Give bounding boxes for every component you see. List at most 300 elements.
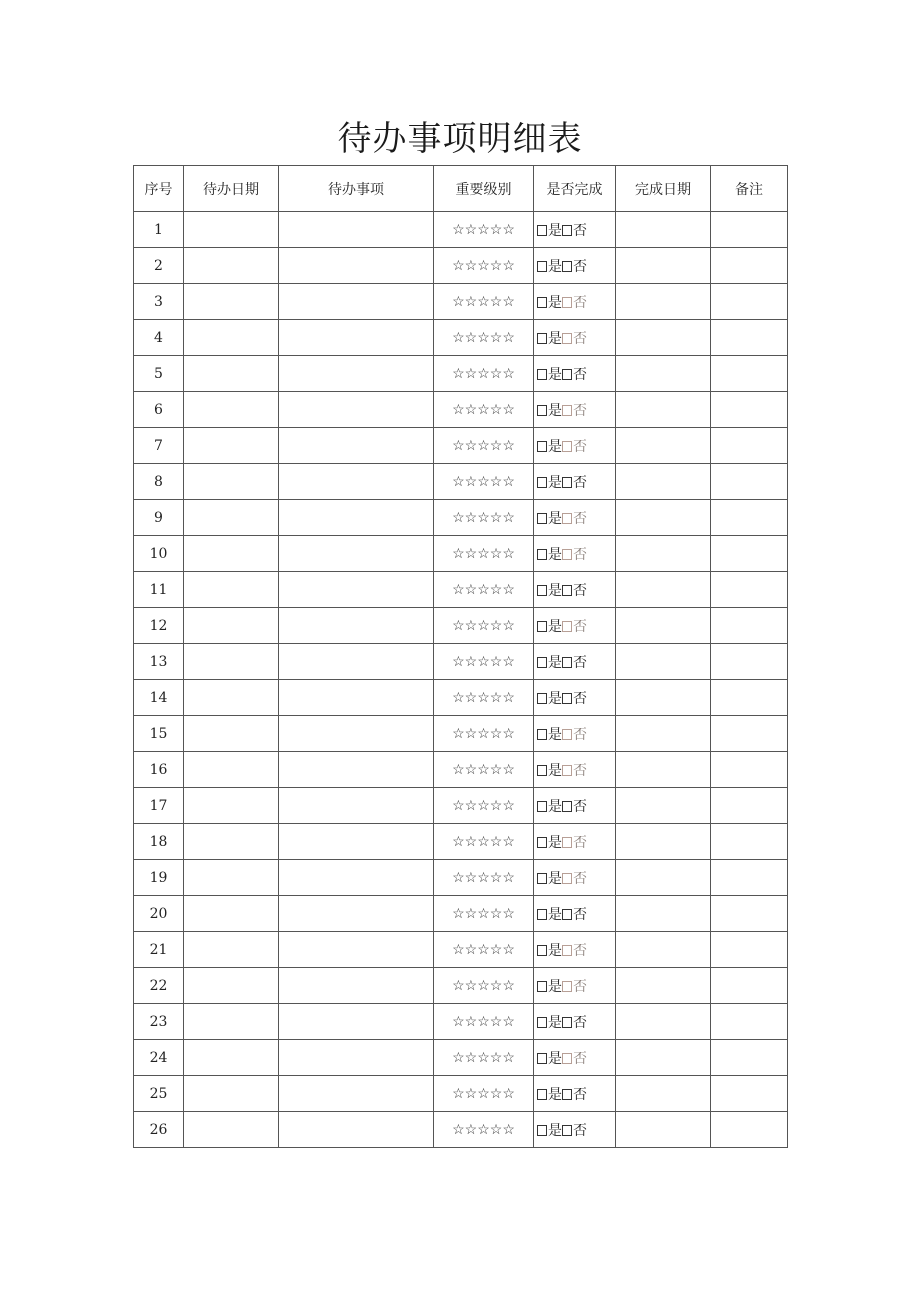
todo-date-cell[interactable] [184, 428, 279, 464]
checkbox-icon[interactable] [562, 909, 572, 920]
todo-item-cell[interactable] [279, 752, 434, 788]
star-rating-icons[interactable]: ☆☆☆☆☆ [452, 329, 515, 346]
importance-rating[interactable] [434, 464, 534, 500]
importance-rating[interactable] [434, 716, 534, 752]
completion-date-cell[interactable] [616, 356, 711, 392]
checkbox-icon[interactable] [562, 369, 572, 380]
checkbox-icon[interactable] [562, 297, 572, 308]
no-label: 否 [573, 330, 587, 347]
header-row [134, 166, 788, 212]
table-row [134, 356, 788, 392]
row-index: 23 [134, 1004, 184, 1040]
checkbox-icon[interactable] [562, 693, 572, 704]
checkbox-icon[interactable] [562, 657, 572, 668]
todo-date-cell[interactable] [184, 1004, 279, 1040]
yes-label: 是 [548, 690, 562, 707]
no-option[interactable] [562, 295, 587, 311]
no-option[interactable] [562, 655, 587, 671]
todo-date-cell[interactable] [184, 788, 279, 824]
table-row [134, 1112, 788, 1148]
yes-option[interactable] [537, 439, 562, 455]
importance-rating[interactable] [434, 1076, 534, 1112]
star-rating-icons[interactable]: ☆☆☆☆☆ [452, 797, 515, 814]
todo-item-cell[interactable] [279, 968, 434, 1004]
checkbox-icon[interactable] [562, 801, 572, 812]
notes-cell[interactable] [711, 716, 788, 752]
checkbox-icon[interactable] [537, 801, 547, 812]
importance-rating[interactable] [434, 644, 534, 680]
completion-date-cell[interactable] [616, 860, 711, 896]
completed-options [534, 860, 616, 896]
star-rating-icons[interactable]: ☆☆☆☆☆ [452, 869, 515, 886]
todo-item-cell[interactable] [279, 644, 434, 680]
completion-date-cell[interactable] [616, 1004, 711, 1040]
todo-item-cell[interactable] [279, 500, 434, 536]
notes-cell[interactable] [711, 356, 788, 392]
checkbox-icon[interactable] [537, 1017, 547, 1028]
no-option[interactable] [562, 511, 587, 527]
yes-label: 是 [548, 798, 562, 815]
row-index: 8 [134, 464, 184, 500]
completion-date-cell[interactable] [616, 716, 711, 752]
checkbox-icon[interactable] [537, 477, 547, 488]
importance-rating[interactable] [434, 1040, 534, 1076]
todo-item-cell[interactable] [279, 896, 434, 932]
todo-date-cell[interactable] [184, 680, 279, 716]
no-option[interactable] [562, 475, 587, 491]
importance-rating[interactable] [434, 932, 534, 968]
importance-rating[interactable] [434, 356, 534, 392]
no-option[interactable] [562, 943, 587, 959]
star-rating-icons[interactable]: ☆☆☆☆☆ [452, 401, 515, 418]
no-option[interactable] [562, 763, 587, 779]
yes-option[interactable] [537, 799, 562, 815]
completion-date-cell[interactable] [616, 608, 711, 644]
todo-date-cell[interactable] [184, 896, 279, 932]
checkbox-icon[interactable] [537, 513, 547, 524]
todo-date-cell[interactable] [184, 248, 279, 284]
checkbox-icon[interactable] [537, 1125, 547, 1136]
table-row [134, 464, 788, 500]
todo-item-cell[interactable] [279, 608, 434, 644]
checkbox-icon[interactable] [562, 441, 572, 452]
row-index: 4 [134, 320, 184, 356]
importance-rating[interactable] [434, 212, 534, 248]
checkbox-icon[interactable] [562, 1017, 572, 1028]
completion-date-cell[interactable] [616, 896, 711, 932]
checkbox-icon[interactable] [537, 981, 547, 992]
yes-option[interactable] [537, 763, 562, 779]
completed-options [534, 680, 616, 716]
star-rating-icons[interactable]: ☆☆☆☆☆ [452, 725, 515, 742]
yes-option[interactable] [537, 547, 562, 563]
star-rating-icons[interactable]: ☆☆☆☆☆ [452, 689, 515, 706]
importance-rating[interactable] [434, 968, 534, 1004]
completion-date-cell[interactable] [616, 212, 711, 248]
no-option[interactable] [562, 331, 587, 347]
notes-cell[interactable] [711, 1040, 788, 1076]
yes-option[interactable] [537, 367, 562, 383]
yes-option[interactable] [537, 1015, 562, 1031]
todo-date-cell[interactable] [184, 284, 279, 320]
completion-date-cell[interactable] [616, 464, 711, 500]
todo-date-cell[interactable] [184, 392, 279, 428]
todo-item-cell[interactable] [279, 284, 434, 320]
no-label: 否 [573, 654, 587, 671]
no-option[interactable] [562, 907, 587, 923]
checkbox-icon[interactable] [537, 657, 547, 668]
completion-date-cell[interactable] [616, 572, 711, 608]
checkbox-icon[interactable] [537, 729, 547, 740]
todo-item-cell[interactable] [279, 212, 434, 248]
checkbox-icon[interactable] [562, 585, 572, 596]
todo-date-cell[interactable] [184, 1112, 279, 1148]
no-option[interactable] [562, 1123, 587, 1139]
todo-item-cell[interactable] [279, 356, 434, 392]
todo-date-cell[interactable] [184, 1076, 279, 1112]
yes-label: 是 [548, 726, 562, 743]
todo-date-cell[interactable] [184, 536, 279, 572]
importance-rating[interactable] [434, 896, 534, 932]
row-index: 2 [134, 248, 184, 284]
completion-date-cell[interactable] [616, 1112, 711, 1148]
importance-rating[interactable] [434, 392, 534, 428]
star-rating-icons[interactable]: ☆☆☆☆☆ [452, 617, 515, 634]
notes-cell[interactable] [711, 248, 788, 284]
yes-option[interactable] [537, 691, 562, 707]
completion-date-cell[interactable] [616, 284, 711, 320]
completed-options [534, 968, 616, 1004]
star-rating-icons[interactable]: ☆☆☆☆☆ [452, 1049, 515, 1066]
star-rating-icons[interactable]: ☆☆☆☆☆ [452, 977, 515, 994]
completion-date-cell[interactable] [616, 248, 711, 284]
no-option[interactable] [562, 1087, 587, 1103]
no-option[interactable] [562, 835, 587, 851]
table-row [134, 320, 788, 356]
checkbox-icon[interactable] [562, 837, 572, 848]
yes-option[interactable] [537, 475, 562, 491]
todo-date-cell[interactable] [184, 320, 279, 356]
notes-cell[interactable] [711, 824, 788, 860]
todo-item-cell[interactable] [279, 428, 434, 464]
todo-date-cell[interactable] [184, 752, 279, 788]
notes-cell[interactable] [711, 428, 788, 464]
todo-item-cell[interactable] [279, 464, 434, 500]
checkbox-icon[interactable] [562, 729, 572, 740]
row-index: 16 [134, 752, 184, 788]
todo-date-cell[interactable] [184, 212, 279, 248]
importance-rating[interactable] [434, 680, 534, 716]
no-option[interactable] [562, 1051, 587, 1067]
yes-label: 是 [548, 978, 562, 995]
table-row [134, 284, 788, 320]
notes-cell[interactable] [711, 464, 788, 500]
todo-date-cell[interactable] [184, 356, 279, 392]
checkbox-icon[interactable] [537, 369, 547, 380]
yes-option[interactable] [537, 871, 562, 887]
checkbox-icon[interactable] [562, 477, 572, 488]
yes-option[interactable] [537, 907, 562, 923]
completion-date-cell[interactable] [616, 320, 711, 356]
checkbox-icon[interactable] [537, 873, 547, 884]
star-rating-icons[interactable]: ☆☆☆☆☆ [452, 761, 515, 778]
table-row [134, 932, 788, 968]
completion-date-cell[interactable] [616, 1076, 711, 1112]
notes-cell[interactable] [711, 1004, 788, 1040]
todo-date-cell[interactable] [184, 824, 279, 860]
todo-item-cell[interactable] [279, 680, 434, 716]
todo-item-cell[interactable] [279, 536, 434, 572]
no-option[interactable] [562, 223, 587, 239]
checkbox-icon[interactable] [537, 585, 547, 596]
todo-date-cell[interactable] [184, 716, 279, 752]
yes-option[interactable] [537, 1123, 562, 1139]
completed-options [534, 1112, 616, 1148]
no-option[interactable] [562, 871, 587, 887]
importance-rating[interactable] [434, 608, 534, 644]
yes-label: 是 [548, 1050, 562, 1067]
checkbox-icon[interactable] [537, 909, 547, 920]
notes-cell[interactable] [711, 896, 788, 932]
checkbox-icon[interactable] [537, 1089, 547, 1100]
importance-rating[interactable] [434, 824, 534, 860]
checkbox-icon[interactable] [537, 945, 547, 956]
completion-date-cell[interactable] [616, 824, 711, 860]
yes-option[interactable] [537, 727, 562, 743]
importance-rating[interactable] [434, 752, 534, 788]
todo-item-cell[interactable] [279, 1004, 434, 1040]
table-row [134, 536, 788, 572]
star-rating-icons[interactable]: ☆☆☆☆☆ [452, 941, 515, 958]
completion-date-cell[interactable] [616, 788, 711, 824]
checkbox-icon[interactable] [537, 549, 547, 560]
star-rating-icons[interactable]: ☆☆☆☆☆ [452, 1085, 515, 1102]
todo-item-cell[interactable] [279, 320, 434, 356]
todo-date-cell[interactable] [184, 932, 279, 968]
checkbox-icon[interactable] [537, 297, 547, 308]
no-option[interactable] [562, 727, 587, 743]
checkbox-icon[interactable] [537, 693, 547, 704]
checkbox-icon[interactable] [562, 1089, 572, 1100]
completed-options [534, 464, 616, 500]
importance-rating[interactable] [434, 860, 534, 896]
completed-options [534, 788, 616, 824]
completion-date-cell[interactable] [616, 932, 711, 968]
no-label: 否 [573, 1050, 587, 1067]
yes-option[interactable] [537, 331, 562, 347]
no-option[interactable] [562, 799, 587, 815]
no-option[interactable] [562, 367, 587, 383]
checkbox-icon[interactable] [562, 945, 572, 956]
checkbox-icon[interactable] [562, 981, 572, 992]
checkbox-icon[interactable] [537, 1053, 547, 1064]
completion-date-cell[interactable] [616, 428, 711, 464]
completed-options [534, 1040, 616, 1076]
star-rating-icons[interactable]: ☆☆☆☆☆ [452, 437, 515, 454]
star-rating-icons[interactable]: ☆☆☆☆☆ [452, 653, 515, 670]
checkbox-icon[interactable] [537, 837, 547, 848]
yes-option[interactable] [537, 655, 562, 671]
todo-item-cell[interactable] [279, 932, 434, 968]
checkbox-icon[interactable] [562, 513, 572, 524]
checkbox-icon[interactable] [562, 1125, 572, 1136]
notes-cell[interactable] [711, 572, 788, 608]
star-rating-icons[interactable]: ☆☆☆☆☆ [452, 293, 515, 310]
checkbox-icon[interactable] [562, 333, 572, 344]
importance-rating[interactable] [434, 572, 534, 608]
notes-cell[interactable] [711, 284, 788, 320]
notes-cell[interactable] [711, 1076, 788, 1112]
notes-cell[interactable] [711, 860, 788, 896]
todo-item-cell[interactable] [279, 860, 434, 896]
completion-date-cell[interactable] [616, 644, 711, 680]
todo-item-cell[interactable] [279, 1076, 434, 1112]
yes-option[interactable] [537, 295, 562, 311]
checkbox-icon[interactable] [537, 261, 547, 272]
notes-cell[interactable] [711, 680, 788, 716]
no-label: 否 [573, 1122, 587, 1139]
notes-cell[interactable] [711, 968, 788, 1004]
no-option[interactable] [562, 583, 587, 599]
checkbox-icon[interactable] [562, 405, 572, 416]
star-rating-icons[interactable]: ☆☆☆☆☆ [452, 1013, 515, 1030]
importance-rating[interactable] [434, 248, 534, 284]
checkbox-icon[interactable] [537, 765, 547, 776]
row-index: 24 [134, 1040, 184, 1076]
importance-rating[interactable] [434, 788, 534, 824]
no-option[interactable] [562, 439, 587, 455]
no-option[interactable] [562, 259, 587, 275]
checkbox-icon[interactable] [537, 333, 547, 344]
checkbox-icon[interactable] [562, 873, 572, 884]
todo-date-cell[interactable] [184, 860, 279, 896]
completed-options [534, 320, 616, 356]
importance-rating[interactable] [434, 284, 534, 320]
yes-option[interactable] [537, 1087, 562, 1103]
yes-option[interactable] [537, 619, 562, 635]
todo-date-cell[interactable] [184, 608, 279, 644]
todo-item-cell[interactable] [279, 1040, 434, 1076]
no-option[interactable] [562, 403, 587, 419]
importance-rating[interactable] [434, 320, 534, 356]
no-option[interactable] [562, 979, 587, 995]
notes-cell[interactable] [711, 320, 788, 356]
yes-option[interactable] [537, 1051, 562, 1067]
todo-item-cell[interactable] [279, 572, 434, 608]
checkbox-icon[interactable] [562, 225, 572, 236]
yes-option[interactable] [537, 403, 562, 419]
todo-date-cell[interactable] [184, 968, 279, 1004]
star-rating-icons[interactable]: ☆☆☆☆☆ [452, 905, 515, 922]
checkbox-icon[interactable] [537, 225, 547, 236]
notes-cell[interactable] [711, 500, 788, 536]
todo-item-cell[interactable] [279, 716, 434, 752]
no-option[interactable] [562, 619, 587, 635]
star-rating-icons[interactable]: ☆☆☆☆☆ [452, 473, 515, 490]
todo-item-cell[interactable] [279, 788, 434, 824]
notes-cell[interactable] [711, 752, 788, 788]
completion-date-cell[interactable] [616, 536, 711, 572]
importance-rating[interactable] [434, 428, 534, 464]
notes-cell[interactable] [711, 536, 788, 572]
checkbox-icon[interactable] [562, 261, 572, 272]
table-row [134, 1076, 788, 1112]
importance-rating[interactable] [434, 500, 534, 536]
yes-option[interactable] [537, 979, 562, 995]
no-label: 否 [573, 1014, 587, 1031]
completion-date-cell[interactable] [616, 500, 711, 536]
todo-item-cell[interactable] [279, 824, 434, 860]
checkbox-icon[interactable] [537, 441, 547, 452]
notes-cell[interactable] [711, 932, 788, 968]
notes-cell[interactable] [711, 788, 788, 824]
star-rating-icons[interactable]: ☆☆☆☆☆ [452, 545, 515, 562]
yes-option[interactable] [537, 943, 562, 959]
completion-date-cell[interactable] [616, 1040, 711, 1076]
notes-cell[interactable] [711, 392, 788, 428]
importance-rating[interactable] [434, 1112, 534, 1148]
completed-options [534, 716, 616, 752]
completion-date-cell[interactable] [616, 752, 711, 788]
notes-cell[interactable] [711, 212, 788, 248]
yes-option[interactable] [537, 511, 562, 527]
no-option[interactable] [562, 547, 587, 563]
star-rating-icons[interactable]: ☆☆☆☆☆ [452, 221, 515, 238]
star-rating-icons[interactable]: ☆☆☆☆☆ [452, 365, 515, 382]
importance-rating[interactable] [434, 536, 534, 572]
checkbox-icon[interactable] [562, 549, 572, 560]
todo-date-cell[interactable] [184, 644, 279, 680]
todo-date-cell[interactable] [184, 1040, 279, 1076]
star-rating-icons[interactable]: ☆☆☆☆☆ [452, 1121, 515, 1138]
yes-option[interactable] [537, 223, 562, 239]
notes-cell[interactable] [711, 644, 788, 680]
completion-date-cell[interactable] [616, 392, 711, 428]
star-rating-icons[interactable]: ☆☆☆☆☆ [452, 509, 515, 526]
checkbox-icon[interactable] [562, 621, 572, 632]
importance-rating[interactable] [434, 1004, 534, 1040]
row-index: 25 [134, 1076, 184, 1112]
completion-date-cell[interactable] [616, 968, 711, 1004]
no-option[interactable] [562, 1015, 587, 1031]
checkbox-icon[interactable] [562, 765, 572, 776]
completion-date-cell[interactable] [616, 680, 711, 716]
star-rating-icons[interactable]: ☆☆☆☆☆ [452, 257, 515, 274]
checkbox-icon[interactable] [537, 405, 547, 416]
star-rating-icons[interactable]: ☆☆☆☆☆ [452, 833, 515, 850]
header-notes: 备注 [711, 166, 788, 212]
todo-date-cell[interactable] [184, 464, 279, 500]
notes-cell[interactable] [711, 608, 788, 644]
no-label: 否 [573, 978, 587, 995]
todo-item-cell[interactable] [279, 248, 434, 284]
todo-item-cell[interactable] [279, 1112, 434, 1148]
yes-option[interactable] [537, 583, 562, 599]
notes-cell[interactable] [711, 1112, 788, 1148]
checkbox-icon[interactable] [562, 1053, 572, 1064]
checkbox-icon[interactable] [537, 621, 547, 632]
todo-item-cell[interactable] [279, 392, 434, 428]
star-rating-icons[interactable]: ☆☆☆☆☆ [452, 581, 515, 598]
table-row [134, 860, 788, 896]
todo-date-cell[interactable] [184, 572, 279, 608]
yes-label: 是 [548, 258, 562, 275]
todo-date-cell[interactable] [184, 500, 279, 536]
no-option[interactable] [562, 691, 587, 707]
yes-option[interactable] [537, 259, 562, 275]
yes-option[interactable] [537, 835, 562, 851]
no-label: 否 [573, 510, 587, 527]
